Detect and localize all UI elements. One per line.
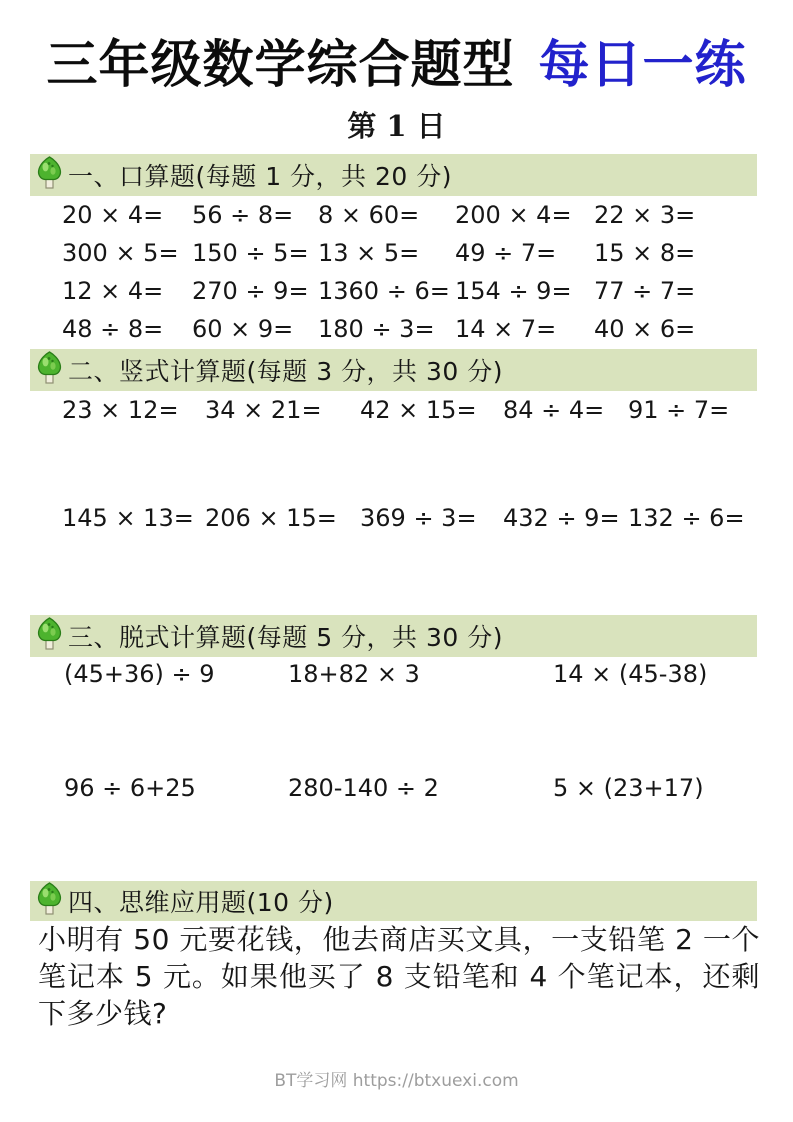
section-1-banner xyxy=(30,154,757,196)
problem: 1360 ÷ 6= xyxy=(318,277,450,305)
problem: 40 × 6= xyxy=(594,315,696,343)
problem: 23 × 12= xyxy=(62,396,179,424)
problem: 150 ÷ 5= xyxy=(192,239,309,267)
day-heading: 第 1 日 xyxy=(347,109,446,143)
vertical-calc-row-1 xyxy=(0,392,793,428)
problem: 14 × (45-38) xyxy=(553,660,708,688)
problem: 20 × 4= xyxy=(62,201,164,229)
problem: 18+82 × 3 xyxy=(288,660,420,688)
problem: 13 × 5= xyxy=(318,239,420,267)
tree-icon xyxy=(36,882,63,916)
page-title xyxy=(0,28,793,102)
tree-icon xyxy=(36,617,63,651)
oral-calc-grid xyxy=(0,196,793,348)
problem: (45+36) ÷ 9 xyxy=(64,660,215,688)
problem: 132 ÷ 6= xyxy=(628,504,745,532)
problem: 42 × 15= xyxy=(360,396,477,424)
section-3-banner xyxy=(30,615,757,657)
tree-icon xyxy=(36,156,63,190)
problem: 22 × 3= xyxy=(594,201,696,229)
problem: 49 ÷ 7= xyxy=(455,239,557,267)
footer-watermark: BT学习网 https://btxuexi.com xyxy=(274,1071,519,1091)
stepwise-calc-row-2 xyxy=(0,770,793,806)
word-problem-text: 小明有 50 元要花钱，他去商店买文具，一支铅笔 2 一个笔记本 5 元。如果他买了 8 支铅笔和 4 个笔记本，还剩下多少钱? xyxy=(38,923,760,1030)
problem: 300 × 5= xyxy=(62,239,179,267)
section-2-banner xyxy=(30,349,757,391)
problem: 60 × 9= xyxy=(192,315,294,343)
problem: 154 ÷ 9= xyxy=(455,277,572,305)
problem: 34 × 21= xyxy=(205,396,322,424)
section-1-heading: 一、口算题(每题 1 分，共 20 分) xyxy=(68,162,453,191)
problem: 180 ÷ 3= xyxy=(318,315,435,343)
section-4-heading: 四、思维应用题(10 分) xyxy=(68,888,334,917)
problem: 145 × 13= xyxy=(62,504,194,532)
problem: 14 × 7= xyxy=(455,315,557,343)
problem: 84 ÷ 4= xyxy=(503,396,605,424)
problem: 432 ÷ 9= xyxy=(503,504,620,532)
problem: 15 × 8= xyxy=(594,239,696,267)
vertical-calc-row-2 xyxy=(0,500,793,536)
section-2-heading: 二、竖式计算题(每题 3 分，共 30 分) xyxy=(68,357,504,386)
problem: 77 ÷ 7= xyxy=(594,277,696,305)
problem: 270 ÷ 9= xyxy=(192,277,309,305)
problem: 369 ÷ 3= xyxy=(360,504,477,532)
tree-icon xyxy=(36,351,63,385)
page-title-main: 三年级数学综合题型 xyxy=(46,35,515,95)
problem: 48 ÷ 8= xyxy=(62,315,164,343)
problem: 5 × (23+17) xyxy=(553,774,704,802)
problem: 280-140 ÷ 2 xyxy=(288,774,439,802)
problem: 206 × 15= xyxy=(205,504,337,532)
problem: 96 ÷ 6+25 xyxy=(64,774,196,802)
page-title-accent: 每日一练 xyxy=(538,35,747,95)
section-4-banner xyxy=(30,881,757,921)
problem: 8 × 60= xyxy=(318,201,420,229)
problem: 200 × 4= xyxy=(455,201,572,229)
problem: 12 × 4= xyxy=(62,277,164,305)
problem: 56 ÷ 8= xyxy=(192,201,294,229)
section-3-heading: 三、脱式计算题(每题 5 分，共 30 分) xyxy=(68,623,504,652)
stepwise-calc-row-1 xyxy=(0,656,793,692)
problem: 91 ÷ 7= xyxy=(628,396,730,424)
